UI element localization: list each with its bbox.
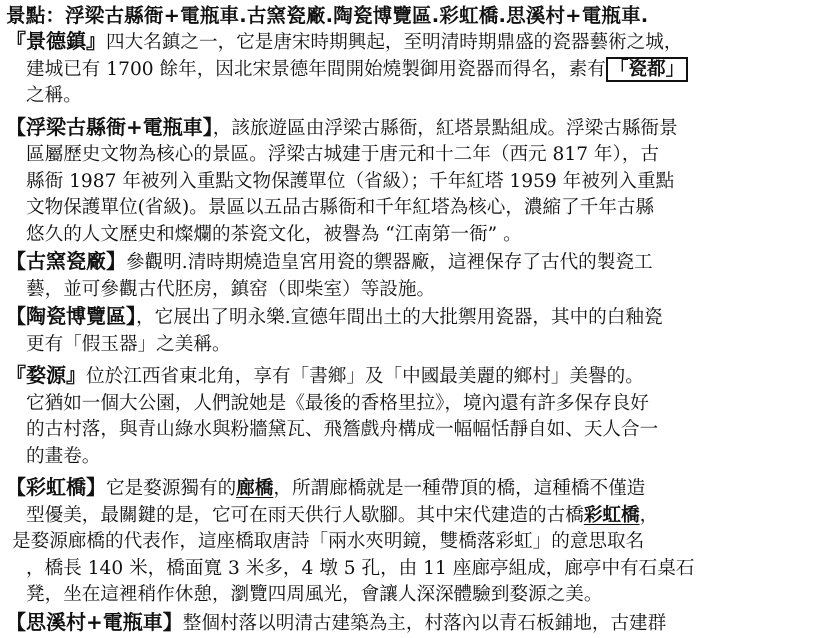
taoci-line-1: ，它展出了明永樂.宣德年間出土的大批禦用瓷器，其中的白釉瓷 [136, 307, 663, 328]
wuyuan-line-4: 的畫卷。 [26, 445, 101, 467]
fuliang-line-1: ，該旅遊區由浮梁古縣衙，紅塔景點組成。浮梁古縣衙景 [212, 117, 678, 139]
jingdezhen-line-1: 四大名鎮之一，它是唐宋時期興起，至明清時期鼎盛的瓷器藝術之城， [106, 32, 683, 53]
jingdezhen-line-3: 之稱。 [26, 85, 82, 106]
entry-jingdezhen [6, 28, 831, 110]
entry-title-fuliang: 【浮梁古縣衙+電瓶車】 [6, 114, 213, 139]
entry-caihong [6, 474, 831, 609]
page-header: 景點：浮梁古縣衙+電瓶車.古窯瓷廠.陶瓷博覽區.彩虹橋.思溪村+電瓶車. [6, 4, 649, 27]
caihong-line-2a: 型優美，最關鍵的是，它可在雨天供行人歇腳。其中宋代建造的古橋 [26, 504, 584, 526]
caihong-line-1b: ，所謂廊橋就是一種帶頂的橋，這種橋不僅造 [273, 478, 646, 499]
guyao-line-2: 藝，並可參觀古代胚房，鎮窑（即柴室）等設施。 [26, 278, 436, 300]
fuliang-line-3: 縣衙 1987 年被列入重點文物保護單位（省級）；千年紅塔 1959 年被列入重點 [26, 170, 675, 192]
entry-title-sixi: 【思溪村+電瓶車】 [6, 609, 183, 634]
entry-sixi [6, 609, 831, 638]
guyao-line-1: 參觀明.清時期燒造皇宮用瓷的禦器廠，這裡保存了古代的製瓷工 [126, 252, 653, 273]
fuliang-line-2: 區屬歷史文物為核心的景區。浮梁古城建于唐元和十二年（西元 817 年），古 [26, 144, 660, 165]
entry-title-guyao: 【古窯瓷廠】 [6, 249, 126, 273]
porcelain-capital-box: 「瓷都」 [606, 57, 688, 82]
fuliang-line-5: 悠久的人文歷史和燦爛的茶瓷文化，被譽為 “江南第一衙” 。 [26, 223, 522, 245]
fuliang-line-4: 文物保護單位(省級)。景區以五品古縣衙和千年紅塔為核心，濃縮了千年古縣 [26, 197, 655, 218]
caihong-line-5: 凳，坐在這裡稍作休憩，瀏覽四周風光，會讓人深深體驗到婺源之美。 [26, 584, 603, 605]
entry-guyao [6, 248, 831, 303]
caihong-line-4: ，橋長 140 米，橋面寬 3 米多，4 墩 5 孔，由 11 座廊亭組成，廊亭中有石桌石 [26, 557, 695, 579]
wuyuan-line-3: 的古村落，與青山綠水與粉牆黛瓦、飛簷戲舟構成一幅幅恬靜自如、天人合一 [26, 419, 659, 440]
entry-fuliang [6, 114, 831, 249]
caihong-line-3: 是婺源廊橋的代表作，這座橋取唐詩「兩水夾明鏡，雙橋落彩虹」的意思取名 [12, 531, 645, 552]
taoci-line-2: 更有「假玉器」之美稱。 [26, 333, 231, 355]
rainbow-bridge-term: 彩虹橋 [583, 504, 640, 526]
covered-bridge-term: 廊橋 [236, 478, 274, 499]
entry-title-caihong: 【彩虹橋】 [6, 475, 106, 499]
entry-title-taoci: 【陶瓷博覽區】 [6, 304, 136, 328]
entry-title-wuyuan: 『婺源』 [6, 363, 86, 387]
entry-title-jingdezhen: 『景德鎮』 [6, 29, 106, 53]
caihong-line-1a: 它是婺源獨有的 [106, 478, 237, 499]
sixi-line-1: 整個村落以明清古建築為主，村落內以青石板鋪地，古建群 [182, 612, 667, 634]
wuyuan-line-1: 位於江西省東北角，享有「書鄉」及「中國最美麗的鄉村」美譽的。 [86, 366, 644, 387]
entry-taoci [6, 303, 831, 358]
entry-wuyuan [6, 362, 831, 470]
caihong-line-2b: ， [639, 504, 659, 526]
jingdezhen-line-2: 建城已有 1700 餘年，因北宋景德年間開始燒製御用瓷器而得名，素有 [26, 58, 606, 80]
wuyuan-line-2: 它猶如一個大公園，人們說她是《最後的香格里拉》，境內還有許多保存良好 [26, 392, 649, 414]
